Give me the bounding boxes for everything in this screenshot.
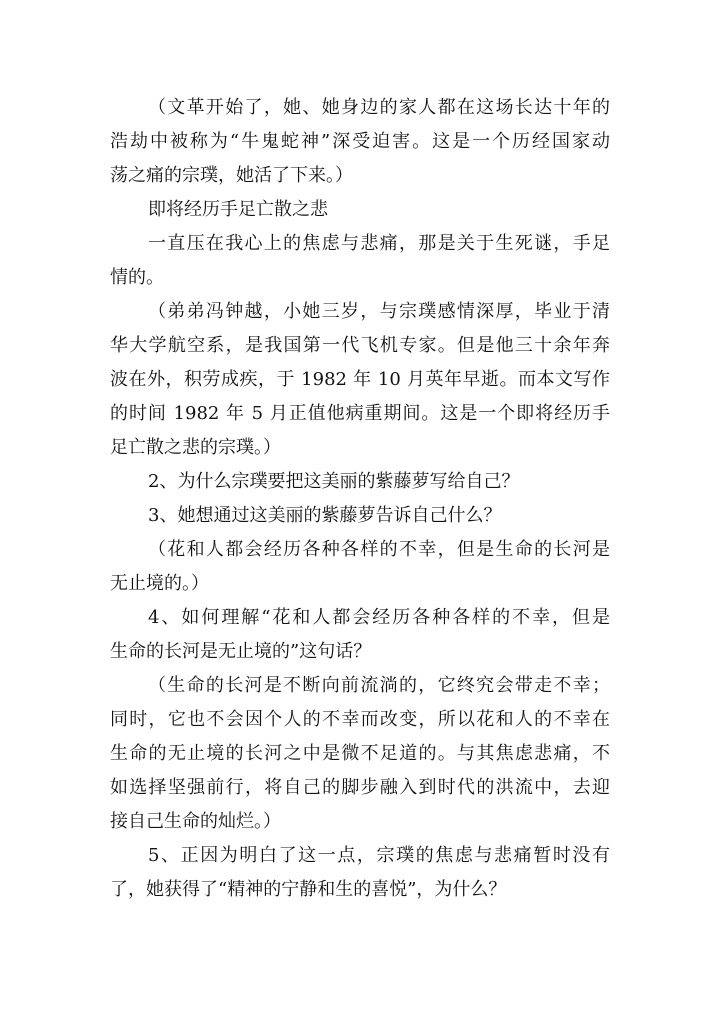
question-line: 了，她获得了“精神的宁静和生的喜悦”，为什么？	[110, 879, 507, 900]
text-line: 情的。	[110, 267, 164, 288]
paragraph-heading	[110, 193, 610, 227]
text-line: 华大学航空系，是我国第一代飞机专家。但是他三十余年奔	[110, 335, 610, 356]
text-line: 浩劫中被称为“牛鬼蛇神”深受迫害。这是一个历经国家动	[110, 131, 610, 152]
paragraph-brother	[110, 295, 610, 465]
question-line: 4、如何理解“花和人都会经历各种各样的不幸，但是	[148, 607, 610, 628]
section-heading: 即将经历手足亡散之悲	[148, 199, 328, 220]
text-line: 荡之痛的宗璞，她活了下来。）	[110, 165, 353, 186]
text-line: 的时间 1982 年 5 月正值他病重期间。这是一个即将经历手	[110, 403, 610, 424]
text-line: 接自己生命的灿烂。）	[110, 811, 281, 832]
question-3	[110, 499, 610, 533]
question-line: 3、她想通过这美丽的紫藤萝告诉自己什么？	[148, 505, 502, 526]
answer-4	[110, 669, 610, 839]
paragraph-cultural-revolution	[110, 91, 610, 193]
text-line: 如选择坚强前行，将自己的脚步融入到时代的洪流中，去迎	[110, 777, 610, 798]
text-line: 无止境的。）	[110, 573, 209, 594]
text-line: （弟弟冯钟越，小她三岁，与宗璞感情深厚，毕业于清	[148, 301, 610, 322]
text-line: 同时，它也不会因个人的不幸而改变，所以花和人的不幸在	[110, 709, 610, 730]
answer-3	[110, 533, 610, 601]
text-line: 生命的无止境的长河之中是微不足道的。与其焦虑悲痛，不	[110, 743, 610, 764]
text-line: 一直压在我心上的焦虑与悲痛，那是关于生死谜，手足	[148, 233, 610, 254]
question-line: 生命的长河是无止境的”这句话？	[110, 641, 372, 662]
question-line: 5、正因为明白了这一点，宗璞的焦虑与悲痛暂时没有	[148, 845, 610, 866]
question-line: 2、为什么宗璞要把这美丽的紫藤萝写给自己？	[148, 471, 520, 492]
text-line: 波在外，积劳成疾，于 1982 年 10 月英年早逝。而本文写作	[110, 369, 610, 390]
question-2	[110, 465, 610, 499]
question-5	[110, 839, 610, 907]
paragraph-anxiety	[110, 227, 610, 295]
text-line: （文革开始了，她、她身边的家人都在这场长达十年的	[148, 97, 610, 118]
text-line: （生命的长河是不断向前流淌的，它终究会带走不幸；	[148, 675, 610, 696]
text-line: 足亡散之悲的宗璞。）	[110, 437, 281, 458]
question-4	[110, 601, 610, 669]
document-body	[110, 91, 610, 907]
text-line: （花和人都会经历各种各样的不幸，但是生命的长河是	[148, 539, 610, 560]
